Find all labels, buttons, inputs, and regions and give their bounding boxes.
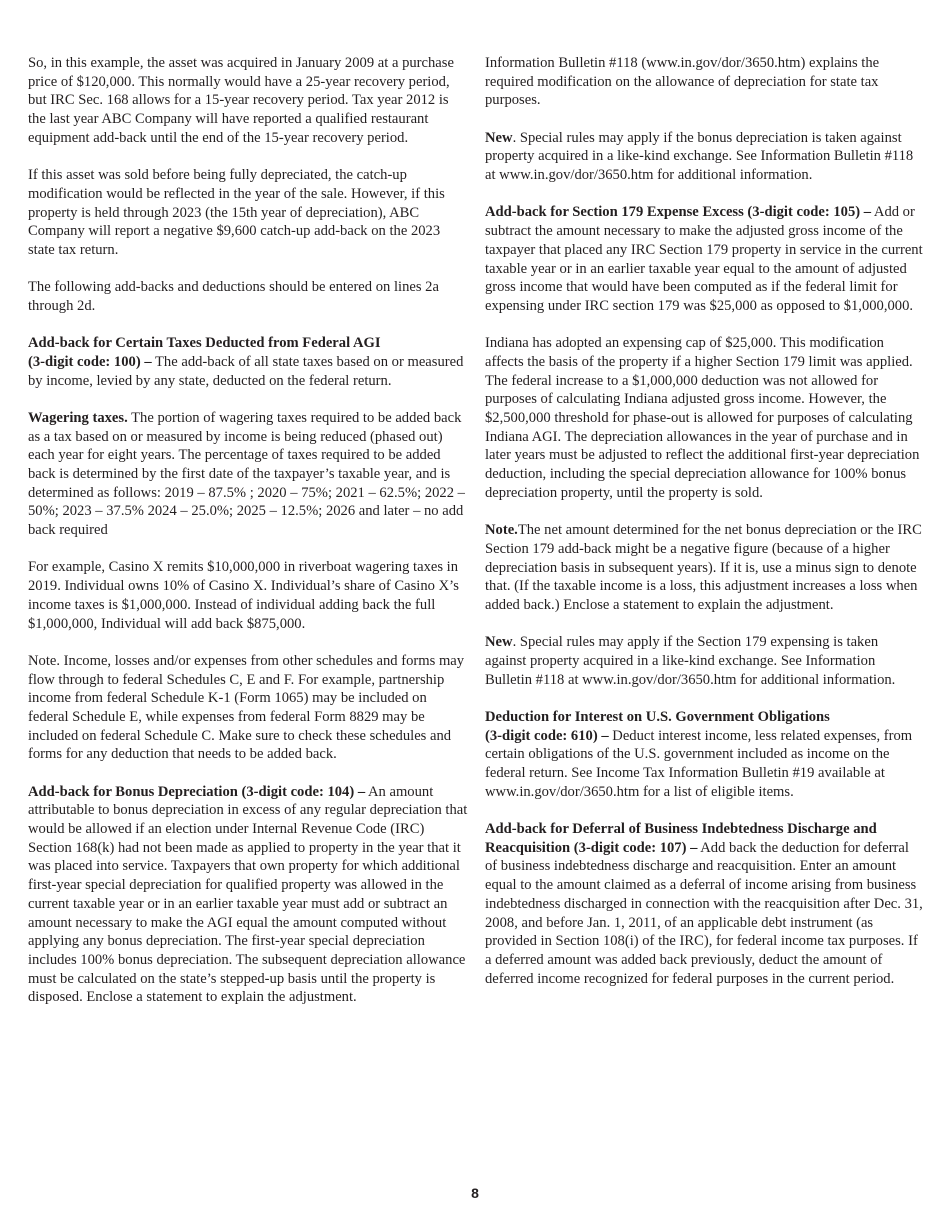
- paragraph-lines-instruction: The following add-backs and deductions should be entered on lines 2a through 2d.: [28, 279, 439, 314]
- section-heading: Add-back for Section 179 Expense Excess (3-digit code: 105) –: [485, 204, 872, 221]
- paragraph-asset-sold: If this asset was sold before being fully depreciated, the catch-up modification would be reflected in the year of the sale. However, if this property is held through 2023 (the 15th year of depreciation), ABC Company will report a negative $9,600 catch-up add-back on the 2023 state tax return.: [28, 167, 445, 258]
- paragraph-example-asset: So, in this example, the asset was acquired in January 2009 at a purchase price of $120,000. This normally would have a 25-year recovery period, but IRC Sec. 168 allows for a 15-year recovery period. Tax year 2012 is the last year ABC Company will have reported a qualified restaurant equipment add-back until the end of the 15-year recovery period.: [28, 55, 454, 146]
- paragraph-expensing-cap: Indiana has adopted an expensing cap of $25,000. This modification affects the basis of the property if a higher Section 179 limit was applied. The federal increase to a $1,000,000 deduction was not allowed for purposes of calculating Indiana adjusted gross income. However, the $2,500,000 threshold for phase-out is allowed for purposes of calculating Indiana AGI. The depreciation allowances in the year of purchase and in later years must be adjusted to reflect the additional first-year depreciation deduction, including the special depreciation allowance for 100% bonus depreciation property, until the property is sold.: [485, 335, 920, 501]
- section-heading: Add-back for Bonus Depreciation (3-digit code: 104) –: [28, 783, 366, 800]
- section-heading: New: [485, 129, 513, 146]
- section-heading: New: [485, 634, 513, 651]
- section-heading: Note.: [485, 522, 518, 539]
- paragraph-info-bulletin: Information Bulletin #118 (www.in.gov/dor/3650.htm) explains the required modification on the allowance of depreciation for state tax purposes.: [485, 55, 880, 109]
- section-179-expense: Add-back for Section 179 Expense Excess (3-digit code: 105) – Add or subtract the amount necessary to make the adjusted gross income of the taxpayer that placed any IRC Section 179 property in service in the current taxable year or in an earlier taxable year equal to the amount of adjusted gross income that would have been computed as if the federal limit for expensing under IRC section 179 was $25,000 as opposed to $1,000,000.: [485, 204, 923, 314]
- page-number: 8: [471, 1185, 479, 1201]
- section-bonus-depreciation: Add-back for Bonus Depreciation (3-digit code: 104) – An amount attributable to bonus depreciation in excess of any regular depreciation that would be allowed if an election under Internal Revenue Code (IRC) Section 168(k) had not been made as applied to property in the year that it was placed into service. Taxpayers that own property for which additional first-year special depreciation for qualified property was allowed in the current taxable year or in an earlier taxable year must add or subtract an amount necessary to make the AGI equal the amount computed without applying any bonus depreciation. The first-year special depreciation includes 100% bonus depreciation. The subsequent depreciation allowance must be calculated on the state’s stepped-up basis until the property is disposed. Enclose a statement to explain the adjustment.: [28, 783, 468, 1006]
- section-interest-us-obligations: Deduction for Interest on U.S. Government Obligations (3-digit code: 610) – Deduct interest income, less related expenses, from certain obligations of the U.S. government included as income on the federal return. See Income Tax Information Bulletin #19 available at www.in.gov/dor/3650.htm for a list of eligible items.: [485, 708, 913, 800]
- section-heading: Add-back for Deferral of Business Indebtedness Discharge and Reacquisition (3-digit code: 107) –: [485, 821, 877, 856]
- section-heading: Deduction for Interest on U.S. Government Obligations: [485, 708, 830, 725]
- paragraph-note-net-amount: Note.The net amount determined for the net bonus depreciation or the IRC Section 179 add-back might be a negative figure (because of a higher depreciation basis in subsequent years). If it is, use a minus sign to denote that. (If the taxable income is a loss, this adjustment increases a loss when added back.) Enclose a statement to explain the adjustment.: [485, 522, 922, 613]
- left-column: [28, 54, 468, 1026]
- section-deferral-indebtedness: Add-back for Deferral of Business Indebtedness Discharge and Reacquisition (3-digit code: 107) – Add back the deduction for deferral of business indebtedness discharge and reacquisition. Enter an amount equal to the amount claimed as a deferral of income arising from business indebtedness discharged in connection with the reacquisition after Dec. 31, 2008, and before Jan. 1, 2011, of an applicable debt instrument (as provided in Section 108(i) of the IRC), for federal income tax purposes. If a deferred amount was added back previously, deduct the amount of deferred income recognized for federal purposes in the current period.: [485, 821, 923, 987]
- section-wagering-taxes: Wagering taxes. The portion of wagering taxes required to be added back as a tax based on or measured by income is being reduced (phased out) each year for eight years. The percentage of taxes required to be added back is determined by the first date of the taxpayer’s taxable year, and is determined as follows: 2019 – 87.5% ; 2020 – 75%; 2021 – 62.5%; 2022 – 50%; 2023 – 37.5% 2024 – 25.0%; 2025 – 12.5%; 2026 and later – no add back required: [28, 409, 465, 539]
- section-heading-code: (3-digit code: 610) –: [485, 727, 609, 744]
- paragraph-new-bonus: New. Special rules may apply if the bonus depreciation is taken against property acquired in a like-kind exchange. See Information Bulletin #118 at www.in.gov/dor/3650.htm for additional information.: [485, 129, 914, 184]
- paragraph-note-schedules: Note. Income, losses and/or expenses from other schedules and forms may flow through to federal Schedules C, E and F. For example, partnership income from federal Schedule K-1 (Form 1065) may be included on federal Schedule E, while expenses from federal Form 8829 may be included on federal Schedule C. Make sure to check these schedules and forms for any deduction that needs to be added back.: [28, 652, 465, 763]
- section-heading: Add-back for Certain Taxes Deducted from Federal AGI: [28, 335, 381, 352]
- paragraph-new-179: New. Special rules may apply if the Section 179 expensing is taken against property acquired in a like-kind exchange. See Information Bulletin #118 at www.in.gov/dor/3650.htm for additional information.: [485, 634, 896, 688]
- paragraph-casino-example: For example, Casino X remits $10,000,000 in riverboat wagering taxes in 2019. Individual owns 10% of Casino X. Individual’s share of Casino X’s income taxes is $1,000,000. Instead of individual adding back the full $1,000,000, Individual will add back $875,000.: [28, 559, 459, 632]
- section-taxes-deducted: Add-back for Certain Taxes Deducted from Federal AGI (3-digit code: 100) – The add-back of all state taxes based on or measured by income, levied by any state, deducted on the federal return.: [28, 335, 464, 389]
- right-column: [485, 54, 923, 1007]
- section-heading-code: (3-digit code: 100) –: [28, 353, 152, 370]
- section-heading: Wagering taxes.: [28, 409, 128, 426]
